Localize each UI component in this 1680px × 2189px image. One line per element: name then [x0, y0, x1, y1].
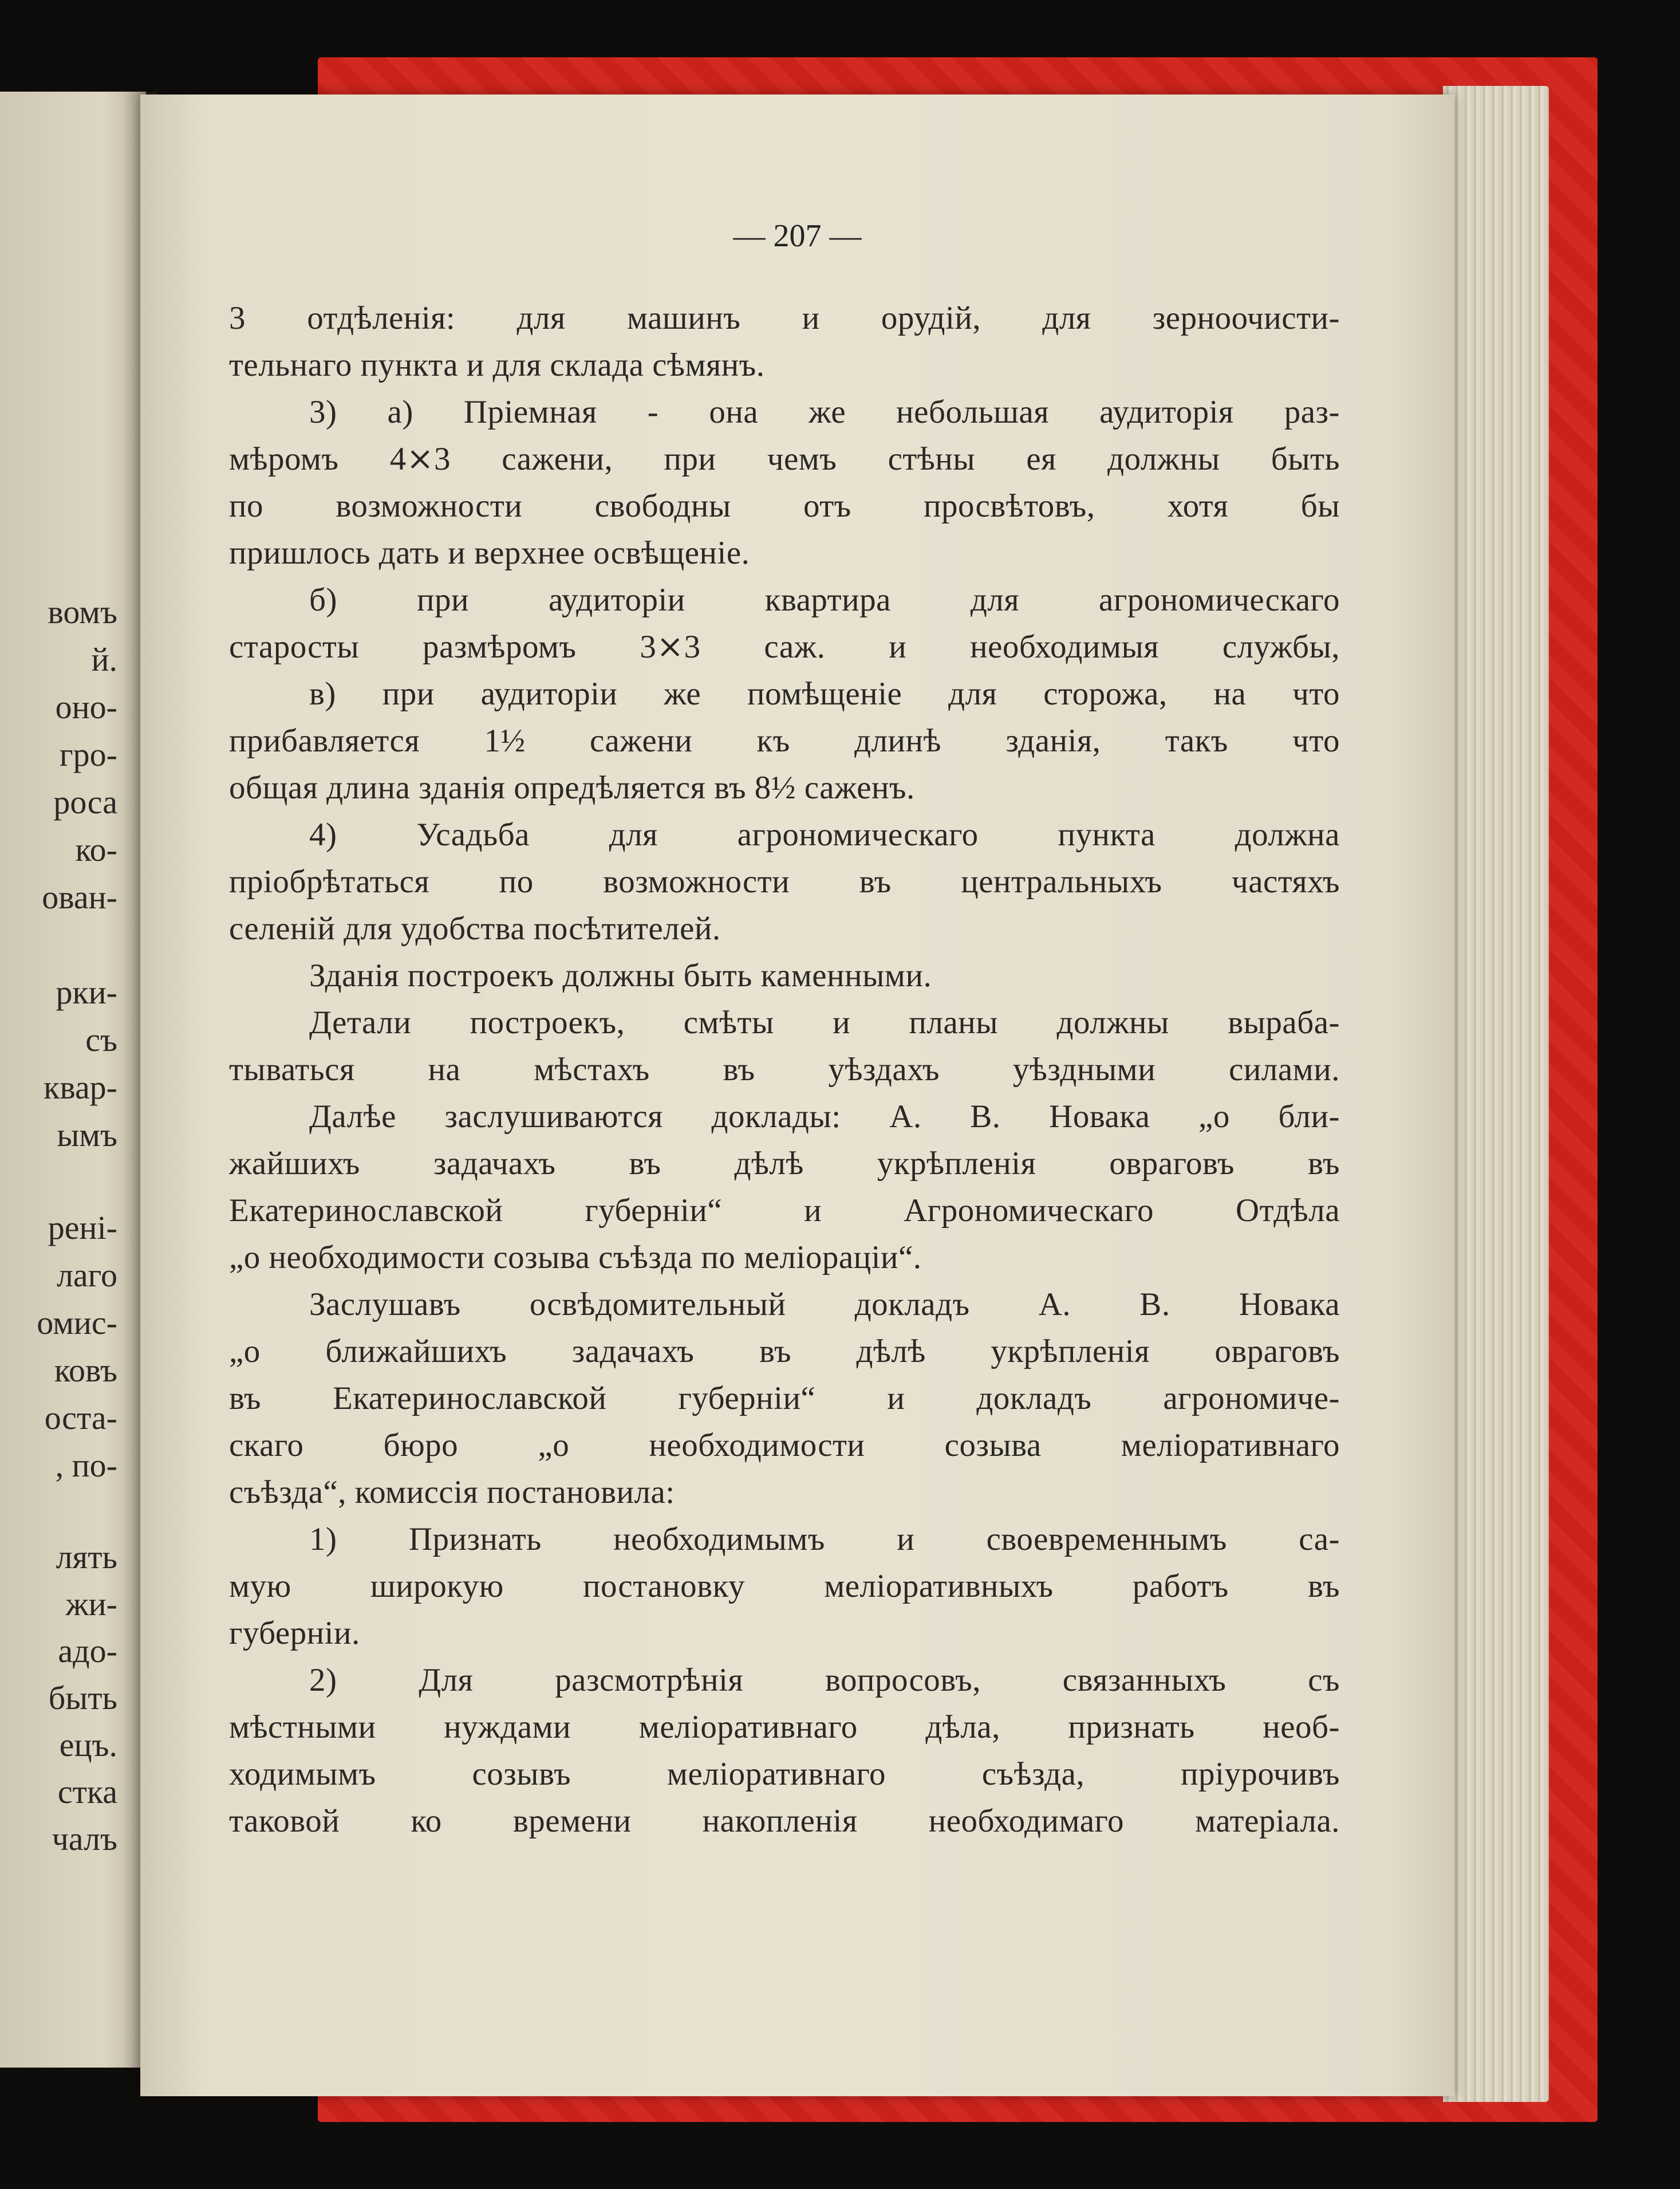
left-fragment: ко- — [75, 831, 117, 868]
text-line: по возможности свободны отъ просвѣтовъ, хотя бы — [229, 488, 1340, 524]
left-fragment: съ — [85, 1021, 117, 1058]
page-edges — [1443, 86, 1549, 2102]
left-fragment: гро- — [59, 736, 117, 773]
text-line: жайшихъ задачахъ въ дѣлѣ укрѣпленія овраговъ въ — [229, 1145, 1340, 1182]
left-fragment: й. — [91, 641, 117, 678]
text-line: таковой ко времени накопленія необходимаго матеріала. — [229, 1803, 1340, 1839]
text-line: скаго бюро „о необходимости созыва меліоративнаго — [229, 1427, 1340, 1463]
text-line: мѣромъ 4⨯3 сажени, при чемъ стѣны ея должны быть — [229, 441, 1340, 477]
text-line: пріобрѣтаться по возможности въ центральныхъ частяхъ — [229, 864, 1340, 900]
text-line: 4) Усадьба для агрономическаго пункта должна — [309, 817, 1340, 853]
text-line: 2) Для разсмотрѣнія вопросовъ, связанныхъ съ — [309, 1662, 1340, 1698]
book-page — [140, 95, 1454, 2096]
text-line: ходимымъ созывъ меліоративнаго съѣзда, пріурочивъ — [229, 1756, 1340, 1792]
text-line: селеній для удобства посѣтителей. — [229, 911, 721, 947]
text-line: в) при аудиторіи же помѣщеніе для сторожа, на что — [309, 676, 1340, 712]
text-line: Далѣе заслушиваются доклады: А. В. Новака „о бли- — [309, 1099, 1340, 1135]
left-fragment: оно- — [55, 688, 117, 726]
left-fragment: рені- — [48, 1209, 117, 1246]
text-line: старосты размѣромъ 3⨯3 саж. и необходимыя службы, — [229, 629, 1340, 665]
left-fragment: ован- — [42, 879, 117, 916]
left-fragment: жи- — [65, 1585, 117, 1623]
left-fragment: чалъ — [52, 1820, 117, 1857]
left-fragment: роса — [53, 784, 117, 821]
left-fragment: стка — [57, 1773, 117, 1810]
text-line: мѣстными нуждами меліоративнаго дѣла, признать необ- — [229, 1709, 1340, 1745]
left-fragment: быть — [48, 1679, 117, 1716]
left-fragment: квар- — [44, 1069, 117, 1106]
left-fragment: лять — [56, 1538, 117, 1576]
left-fragment: ецъ. — [59, 1726, 117, 1763]
text-line: съѣзда“, комиссія постановила: — [229, 1474, 675, 1510]
text-line: б) при аудиторіи квартира для агрономическаго — [309, 582, 1340, 618]
text-line: общая длина зданія опредѣляется въ 8½ саженъ. — [229, 770, 915, 806]
text-line: пришлось дать и верхнее освѣщеніе. — [229, 535, 750, 571]
text-line: 1) Признать необходимымъ и своевременнымъ са- — [309, 1521, 1340, 1557]
text-line: въ Екатеринославской губерніи“ и докладъ агрономиче- — [229, 1380, 1340, 1416]
text-line: Заслушавъ освѣдомительный докладъ А. В. Новака — [309, 1286, 1340, 1322]
left-page-text — [0, 92, 132, 2068]
text-line: прибавляется 1½ сажени къ длинѣ зданія, такъ что — [229, 723, 1340, 759]
left-fragment: рки- — [56, 974, 117, 1011]
left-fragment: адо- — [58, 1632, 117, 1670]
text-line: „о ближайшихъ задачахъ въ дѣлѣ укрѣпленія овраговъ — [229, 1333, 1340, 1369]
text-line: Зданія построекъ должны быть каменными. — [309, 958, 932, 994]
text-line: 3) а) Пріемная - она же небольшая аудиторія раз- — [309, 394, 1340, 430]
left-fragment: оста- — [44, 1399, 117, 1436]
text-line: 3 отдѣленія: для машинъ и орудій, для зерноочисти- — [229, 300, 1340, 336]
page-number: — 207 — — [733, 218, 862, 254]
text-line: тельнаго пункта и для склада сѣмянъ. — [229, 347, 765, 383]
text-line: Детали построекъ, смѣты и планы должны выраба- — [309, 1005, 1340, 1041]
text-line: мую широкую постановку меліоративныхъ работъ въ — [229, 1568, 1340, 1604]
text-line: Екатеринославской губерніи“ и Агрономическаго Отдѣла — [229, 1192, 1340, 1229]
left-fragment: лаго — [56, 1257, 117, 1294]
left-fragment: ковъ — [54, 1352, 117, 1389]
left-fragment: омис- — [37, 1304, 117, 1341]
text-line: тываться на мѣстахъ въ уѣздахъ уѣздными силами. — [229, 1052, 1340, 1088]
text-line: „о необходимости созыва съѣзда по меліораціи“. — [229, 1239, 922, 1275]
left-fragment: ымъ — [57, 1116, 117, 1153]
left-fragment: вомъ — [48, 593, 117, 631]
left-fragment: , по- — [55, 1447, 117, 1484]
text-line: губерніи. — [229, 1615, 360, 1651]
